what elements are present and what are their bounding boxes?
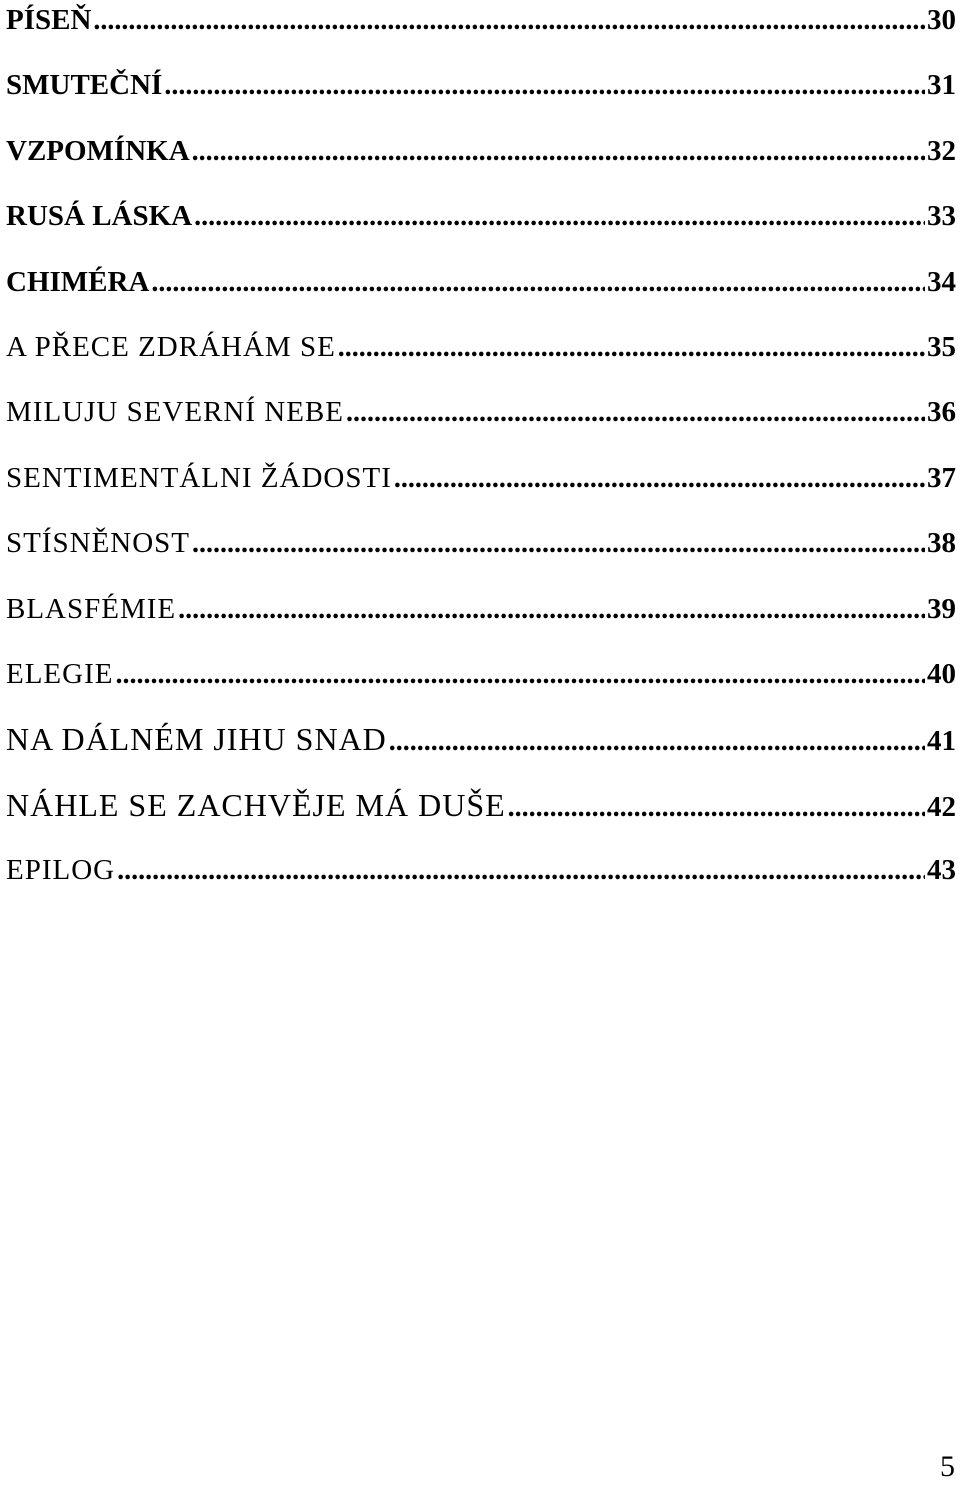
toc-entry[interactable] — [6, 589, 956, 654]
toc-dot-leader — [93, 1, 925, 41]
toc-dot-leader — [115, 655, 925, 695]
page-number: 5 — [940, 1450, 955, 1483]
toc-entry[interactable] — [6, 131, 956, 196]
toc-entry-page: 32 — [927, 134, 956, 167]
toc-entry-page: 37 — [927, 461, 956, 494]
toc-entry-title: NA DÁLNÉM JIHU SNAD — [6, 721, 387, 758]
toc-dot-leader — [389, 722, 925, 762]
toc-entry[interactable] — [6, 262, 956, 327]
toc-dot-leader — [394, 459, 925, 499]
toc-entry-title: VZPOMÍNKA — [6, 134, 190, 167]
toc-entry[interactable] — [6, 719, 956, 784]
toc-entry-title: STÍSNĚNOST — [6, 527, 191, 560]
toc-entry-title: RUSÁ LÁSKA — [6, 200, 193, 233]
toc-dot-leader — [508, 788, 925, 828]
toc-dot-leader — [192, 132, 925, 172]
toc-entry-page: 40 — [927, 657, 956, 690]
table-of-contents — [6, 0, 956, 915]
toc-dot-leader — [338, 328, 925, 368]
toc-dot-leader — [164, 66, 925, 106]
toc-dot-leader — [192, 524, 925, 564]
toc-entry[interactable] — [6, 654, 956, 719]
toc-entry[interactable] — [6, 65, 956, 130]
toc-entry-title: NÁHLE SE ZACHVĚJE MÁ DUŠE — [6, 786, 506, 823]
toc-entry[interactable] — [6, 850, 956, 915]
toc-entry[interactable] — [6, 785, 956, 850]
toc-entry-title: ELEGIE — [6, 657, 114, 690]
toc-dot-leader — [178, 590, 925, 630]
toc-dot-leader — [346, 393, 925, 433]
toc-entry[interactable] — [6, 0, 956, 65]
toc-entry-title: SENTIMENTÁLNI ŽÁDOSTI — [6, 461, 392, 494]
toc-entry[interactable] — [6, 458, 956, 523]
toc-dot-leader — [117, 851, 925, 891]
toc-entry-title: CHIMÉRA — [6, 265, 150, 298]
toc-entry-title: MILUJU SEVERNÍ NEBE — [6, 396, 344, 429]
toc-entry[interactable] — [6, 196, 956, 261]
toc-entry-page: 38 — [927, 527, 956, 560]
toc-entry-page: 30 — [927, 4, 956, 36]
toc-entry-page: 33 — [927, 200, 956, 233]
toc-entry-title: BLASFÉMIE — [6, 592, 177, 625]
toc-dot-leader — [151, 263, 925, 303]
toc-entry-title: SMUTEČNÍ — [6, 69, 163, 102]
toc-entry-title: A PŘECE ZDRÁHÁM SE — [6, 330, 336, 363]
toc-entry-title: PÍSEŇ — [6, 4, 92, 36]
toc-entry[interactable] — [6, 327, 956, 392]
toc-entry-page: 42 — [927, 790, 956, 823]
toc-entry-page: 39 — [927, 592, 956, 625]
toc-entry-page: 36 — [927, 396, 956, 429]
toc-entry-page: 31 — [927, 69, 956, 102]
toc-entry-page: 35 — [927, 330, 956, 363]
toc-dot-leader — [194, 197, 925, 237]
toc-entry-page: 41 — [927, 725, 956, 758]
toc-entry[interactable] — [6, 392, 956, 457]
toc-entry-page: 43 — [927, 854, 956, 887]
toc-entry-title: EPILOG — [6, 854, 116, 887]
toc-entry-page: 34 — [927, 265, 956, 298]
toc-entry[interactable] — [6, 523, 956, 588]
